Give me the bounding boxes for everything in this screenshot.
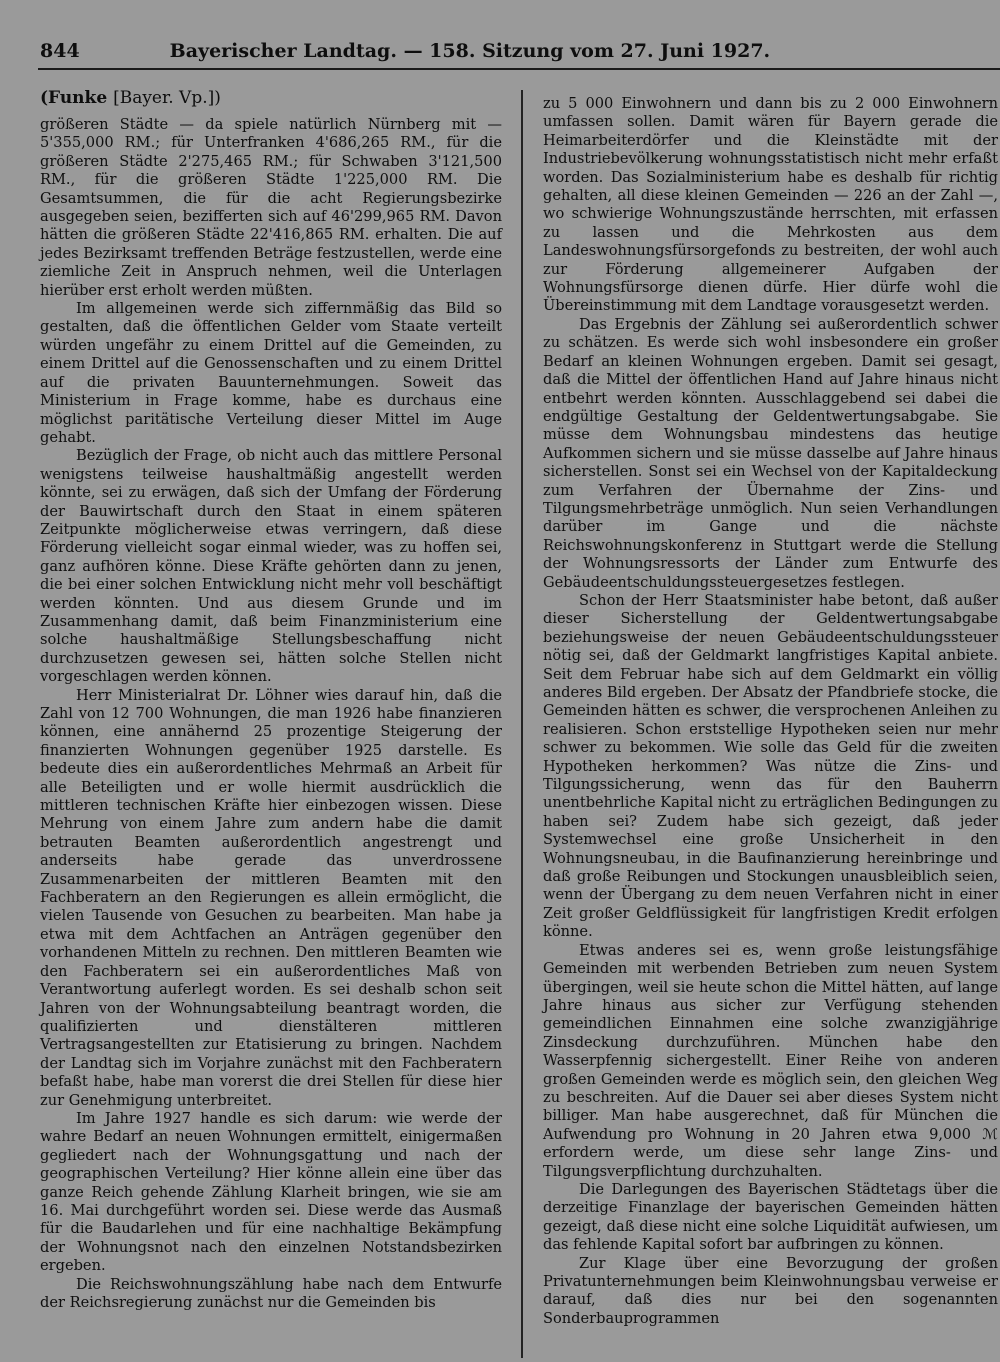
paragraph: Herr Ministerialrat Dr. Löhner wies darauf hin, daß die Zahl von 12 700 Wohnungen, die man 1926 habe finanzieren können, eine annähernd 25 prozentige Steigerung der finanzierten Wohnungen gegenüber 1925 darstelle. Es bedeute dies ein außerordentliches Mehrmaß an Arbeit für alle Beteiligten und er wolle hiermit ausdrücklich die mittleren technischen Kräfte hier einbezogen wissen. Diese Mehrung von einem Jahre zum andern habe die damit betrauten Beamten außerordentlich angestrengt und anderseits habe gerade das unverdrossene Zusammenarbeiten der mittleren Beamten mit den Fachberatern an den Regierungen es allein ermöglicht, die vielen Tausende von Gesuchen zu bearbeiten. Man habe ja etwa mit dem Achtfachen an Anträgen gegenüber den vorhandenen Mitteln zu rechnen. Den mittleren Beamten wie den Fachberatern sei ein außerordentliches Maß von Verantwortung auferlegt worden. Es sei deshalb schon seit Jahren von der Wohnungsabteilung beantragt worden, die qualifizierten und dienstälteren mittleren Vertragsangestellten zur Etatisierung zu bringen. Nachdem der Landtag sich im Vorjahre zunächst mit den Fachberatern befaßt habe, habe man vorerst die drei Stellen für diese hier zur Genehmigung unterbreitet. bbox=[40, 686, 502, 1109]
paragraph: Bezüglich der Frage, ob nicht auch das mittlere Personal wenigstens teilweise haushaltmäßig angestellt werden könnte, sei zu erwägen, daß sich der Umfang der Förderung der Bauwirtschaft durch den Staat in einem späteren Zeitpunkte möglicherweise etwas verringern, daß diese Förderung vielleicht sogar einmal wieder, was zu hoffen sei, ganz aufhören könne. Diese Kräfte gehörten dann zu jenen, die bei einer solchen Entwicklung nicht mehr voll beschäftigt werden könnten. Und aus diesem Grunde und im Zusammenhang damit, daß beim Finanzministerium eine solche haushaltmäßige Stellungsbeschaffung nicht durchzusetzen gewesen sei, hätten solche Stellen nicht vorgeschlagen werden können. bbox=[40, 447, 502, 686]
speaker-party: [Bayer. Vp.]) bbox=[113, 88, 221, 108]
paragraph: Die Darlegungen des Bayerischen Städtetags über die derzeitige Finanzlage der bayerischen Gemeinden hätten gezeigt, daß diese nicht eine solche Liquidität aufwiesen, um das fehlende Kapital sofort bar aufbringen zu können. bbox=[543, 1180, 998, 1254]
page-number: 844 bbox=[40, 40, 80, 62]
header-rule bbox=[38, 68, 1000, 70]
paragraph: Die Reichswohnungszählung habe nach dem Entwurfe der Reichsregierung zunächst nur die Gemeinden bis bbox=[40, 1275, 502, 1311]
page-header bbox=[40, 40, 771, 62]
left-column bbox=[40, 86, 502, 1312]
paragraph: Zur Klage über eine Bevorzugung der großen Privatunternehmungen beim Kleinwohnungsbau verweise er darauf, daß dies nur bei den sogenannten Sonderbauprogrammen bbox=[543, 1254, 998, 1327]
paragraph: Im allgemeinen werde sich ziffernmäßig das Bild so gestalten, daß die öffentlichen Gelder vom Staate verteilt würden ungefähr zu einem Drittel auf die Gemeinden, zu einem Drittel auf die Genossenschaften und zu einem Drittel auf die privaten Bauunternehmungen. Soweit das Ministerium in Frage komme, habe es durchaus eine möglichst paritätische Verteilung dieser Mittel im Auge gehabt. bbox=[40, 300, 502, 446]
speaker-name: (Funke bbox=[40, 88, 108, 108]
paragraph: zu 5 000 Einwohnern und dann bis zu 2 000 Einwohnern umfassen sollen. Damit wären für Bayern gerade die Heimarbeiterdörfer und die Kleinstädte mit der Industriebevölkerung wohnungsstatistisch nicht mehr erfaßt worden. Das Sozialministerium habe es deshalb für richtig gehalten, all diese kleinen Gemeinden — 226 an der Zahl —, wo schwierige Wohnungszustände herrschten, mit erfassen zu lassen und die Mehrkosten aus dem Landeswohnungsfürsorgefonds zu bestreiten, der wohl auch zur Förderung allgemeinerer Aufgaben der Wohnungsfürsorge dienen dürfe. Hier dürfe wohl die Übereinstimmung mit dem Landtage vorausgesetzt werden. bbox=[543, 95, 998, 315]
page-title: Bayerischer Landtag. — 158. Sitzung vom 27. Juni 1927. bbox=[169, 40, 771, 62]
paragraph: Im Jahre 1927 handle es sich darum: wie werde der wahre Bedarf an neuen Wohnungen ermittelt, einigermaßen gegliedert nach der Wohnungsgattung und nach der geographischen Verteilung? Hier könne allein eine über das ganze Reich gehende Zählung Klarheit bringen, wie sie am 16. Mai durchgeführt worden sei. Diese werde das Ausmaß für die Baudarlehen und für eine nachhaltige Bekämpfung der Wohnungsnot nach den einzelnen Notstandsbezirken ergeben. bbox=[40, 1109, 502, 1275]
paragraph: größeren Städte — da spiele natürlich Nürnberg mit — 5'355,000 RM.; für Unterfranken 4'686,265 RM., für die größeren Städte 2'275,465 RM.; für Schwaben 3'121,500 RM., für die größeren Städte 1'225,000 RM. Die Gesamtsummen, die für die acht Regierungsbezirke ausgegeben seien, bezifferten sich auf 46'299,965 RM. Davon hätten die größeren Städte 22'416,865 RM. erhalten. Die auf jedes Bezirksamt treffenden Beträge festzustellen, werde eine ziemliche Zeit in Anspruch nehmen, weil die Unterlagen hierüber erst erholt werden müßten. bbox=[40, 116, 502, 299]
paragraph: Schon der Herr Staatsminister habe betont, daß außer dieser Sicherstellung der Geldentwertungsabgabe beziehungsweise der neuen Gebäudeentschuldungssteuer nötig sei, daß der Geldmarkt langfristiges Kapital anbiete. Seit dem Februar habe sich auf dem Geldmarkt ein völlig anderes Bild ergeben. Der Absatz der Pfandbriefe stocke, die Gemeinden hätten es schwer, die versprochenen Anleihen zu realisieren. Schon erststellige Hypotheken seien nur mehr schwer zu bekommen. Wie solle das Geld für die zweiten Hypotheken herkommen? Was nütze die Zins- und Tilgungssicherung, wenn das für den Bauherrn unentbehrliche Kapital nicht zu erträglichen Bedingungen zu haben sei? Zudem habe sich gezeigt, daß jeder Systemwechsel eine große Unsicherheit in den Wohnungsneubau, in die Baufinanzierung hereinbringe und daß große Reibungen und Stockungen unausbleiblich seien, wenn der Übergang zu dem neuen Verfahren nicht in einer Zeit großer Geldflüssigkeit für langfristigen Kredit erfolgen könne. bbox=[543, 591, 998, 941]
column-divider bbox=[521, 90, 523, 1358]
speaker-line bbox=[40, 86, 502, 110]
right-column bbox=[543, 95, 998, 1328]
paragraph: Etwas anderes sei es, wenn große leistungsfähige Gemeinden mit werbenden Betrieben zum neuen System übergingen, weil sie heute schon die Mittel hätten, auf lange Jahre hinaus aus sicher zur Verfügung stehenden gemeindlichen Einnahmen eine solche zwanzigjährige Zinsdeckung durchzuführen. München habe den Wasserpfennig sichergestellt. Einer Reihe von anderen großen Gemeinden werde es möglich sein, den gleichen Weg zu beschreiten. Auf die Dauer sei aber dieses System nicht billiger. Man habe ausgerechnet, daß für München die Aufwendung pro Wohnung in 20 Jahren etwa 9,000 ℳ erfordern werde, um diese sehr lange Zins- und Tilgungsverpflichtung durchzuhalten. bbox=[543, 941, 998, 1180]
paragraph: Das Ergebnis der Zählung sei außerordentlich schwer zu schätzen. Es werde sich wohl insbesondere ein großer Bedarf an kleinen Wohnungen ergeben. Damit sei gesagt, daß die Mittel der öffentlichen Hand auf Jahre hinaus nicht entbehrt werden könnten. Ausschlaggebend sei dabei die endgültige Gestaltung der Geldentwertungsabgabe. Sie müsse dem Wohnungsbau mindestens das heutige Aufkommen sichern und sie müsse dasselbe auf Jahre hinaus sicherstellen. Sonst sei ein Wechsel von der Kapitaldeckung zum Verfahren der Übernahme der Zins- und Tilgungsmehrbeträge unmöglich. Nun seien Verhandlungen darüber im Gange und die nächste Reichswohnungskonferenz in Stuttgart werde die Stellung der Wohnungsressorts der Länder zum Entwurfe des Gebäudeentschuldungssteuergesetzes festlegen. bbox=[543, 315, 998, 591]
